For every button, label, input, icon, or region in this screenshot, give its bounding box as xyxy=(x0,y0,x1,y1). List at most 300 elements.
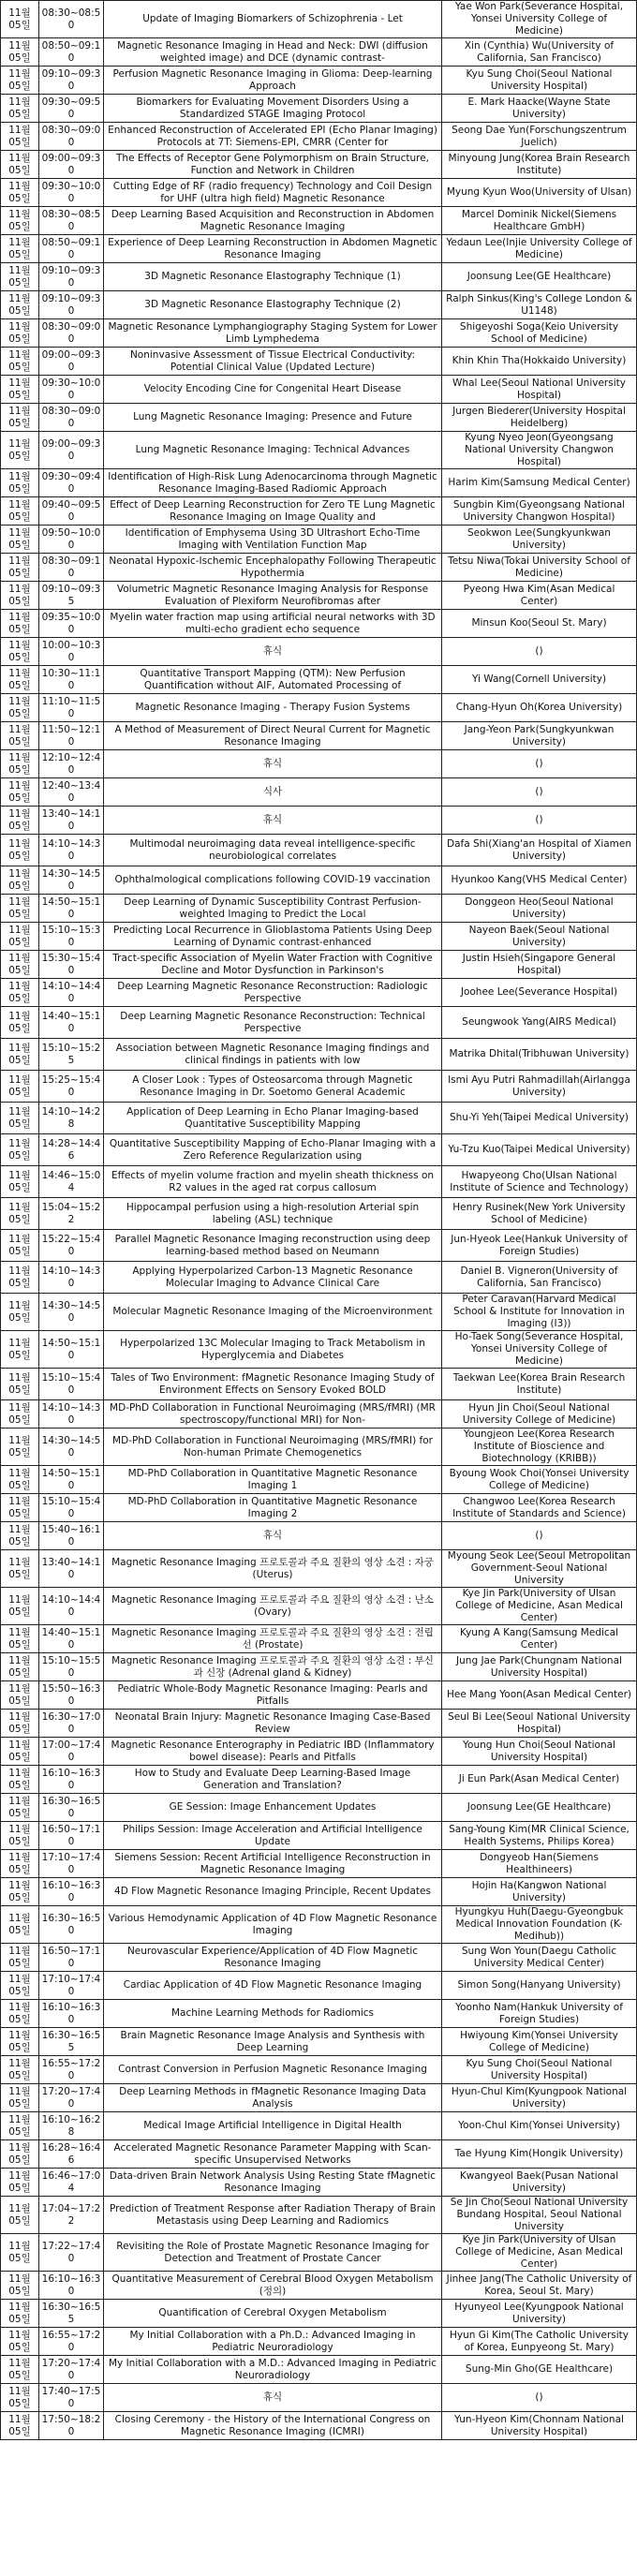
session-title: Deep Learning Based Acquisition and Reconstruction in Abdomen Magnetic Resonance Imaging xyxy=(104,207,442,235)
session-title: 휴식 xyxy=(104,1522,442,1550)
session-time: 17:40~17:50 xyxy=(39,2384,104,2412)
session-date: 11월 05일 xyxy=(1,2197,39,2234)
session-title: GE Session: Image Enhancement Updates xyxy=(104,1794,442,1822)
session-time: 09:30~10:00 xyxy=(39,376,104,404)
session-title: Magnetic Resonance Imaging 프로토콜과 주요 질환의 영상 소견 : 자궁 (Uterus) xyxy=(104,1550,442,1588)
schedule-row xyxy=(1,1653,637,1681)
session-time: 14:40~15:10 xyxy=(39,1007,104,1039)
session-date: 11월 05일 xyxy=(1,666,39,694)
session-time: 16:10~16:28 xyxy=(39,2112,104,2140)
schedule-row xyxy=(1,694,637,722)
session-title: 휴식 xyxy=(104,750,442,778)
schedule-row xyxy=(1,1007,637,1039)
session-title: Lung Magnetic Resonance Imaging: Presence and Future xyxy=(104,404,442,432)
session-time: 14:50~15:10 xyxy=(39,1466,104,1494)
session-title: Prediction of Treatment Response after Radiation Therapy of Brain Metastasis using Deep Learning and Radiomics xyxy=(104,2197,442,2234)
session-speaker: Byoung Wook Choi(Yonsei University College of Medicine) xyxy=(442,1466,637,1494)
session-date: 11월 05일 xyxy=(1,923,39,951)
session-speaker: Pyeong Hwa Kim(Asan Medical Center) xyxy=(442,582,637,610)
session-date: 11월 05일 xyxy=(1,1878,39,1906)
session-title: MD-PhD Collaboration in Quantitative Magnetic Resonance Imaging 2 xyxy=(104,1494,442,1522)
schedule-row xyxy=(1,2112,637,2140)
session-date: 11월 05일 xyxy=(1,1625,39,1653)
session-time: 09:30~09:50 xyxy=(39,95,104,123)
session-time: 11:10~11:50 xyxy=(39,694,104,722)
session-speaker: Jung Jae Park(Chungnam National University Hospital) xyxy=(442,1653,637,1681)
session-time: 17:10~17:40 xyxy=(39,1972,104,2000)
session-title: Medical Image Artificial Intelligence in Digital Health xyxy=(104,2112,442,2140)
session-date: 11월 05일 xyxy=(1,554,39,582)
session-speaker: Minyoung Jung(Korea Brain Research Institute) xyxy=(442,151,637,179)
schedule-row xyxy=(1,895,637,923)
session-speaker: Myoung Seok Lee(Seoul Metropolitan Government-Seoul National University xyxy=(442,1550,637,1588)
session-speaker: Shigeyoshi Soga(Keio University School of Medicine) xyxy=(442,319,637,348)
session-time: 17:22~17:40 xyxy=(39,2234,104,2272)
schedule-row xyxy=(1,582,637,610)
schedule-row xyxy=(1,348,637,376)
session-speaker: Kyung A Kang(Samsung Medical Center) xyxy=(442,1625,637,1653)
session-time: 17:00~17:40 xyxy=(39,1738,104,1766)
session-speaker: Jurgen Biederer(University Hospital Heidelberg) xyxy=(442,404,637,432)
session-speaker: Changwoo Lee(Korea Research Institute of Standards and Science) xyxy=(442,1494,637,1522)
schedule-row xyxy=(1,638,637,666)
schedule-body xyxy=(1,1,637,2440)
session-title: Deep Learning Methods in fMagnetic Resonance Imaging Data Analysis xyxy=(104,2084,442,2112)
session-speaker: Whal Lee(Seoul National University Hospital) xyxy=(442,376,637,404)
session-date: 11월 05일 xyxy=(1,95,39,123)
session-speaker: Sung-Min Gho(GE Healthcare) xyxy=(442,2356,637,2384)
session-time: 17:10~17:40 xyxy=(39,1850,104,1878)
session-title: Quantitative Measurement of Cerebral Blood Oxygen Metabolism (정의) xyxy=(104,2272,442,2300)
session-date: 11월 05일 xyxy=(1,38,39,67)
session-date: 11월 05일 xyxy=(1,2328,39,2356)
session-time: 09:00~09:30 xyxy=(39,348,104,376)
session-speaker: Kyu Sung Choi(Seoul National University Hospital) xyxy=(442,67,637,95)
schedule-row xyxy=(1,866,637,895)
schedule-row xyxy=(1,666,637,694)
schedule-row xyxy=(1,2234,637,2272)
schedule-row xyxy=(1,1878,637,1906)
session-speaker: Shu-Yi Yeh(Taipei Medical University) xyxy=(442,1103,637,1134)
schedule-row xyxy=(1,2412,637,2440)
schedule-row xyxy=(1,835,637,866)
session-speaker: Jang-Yeon Park(Sungkyunkwan University) xyxy=(442,722,637,750)
schedule-row xyxy=(1,1522,637,1550)
schedule-row xyxy=(1,1794,637,1822)
session-date: 11월 05일 xyxy=(1,526,39,554)
session-date: 11월 05일 xyxy=(1,582,39,610)
session-title: Predicting Local Recurrence in Glioblastoma Patients Using Deep Learning of Dynamic contrast-enhanced xyxy=(104,923,442,951)
session-date: 11월 05일 xyxy=(1,2300,39,2328)
session-speaker: Kye Jin Park(University of Ulsan College of Medicine, Asan Medical Center) xyxy=(442,2234,637,2272)
session-title: Magnetic Resonance Lymphangiography Staging System for Lower Limb Lymphedema xyxy=(104,319,442,348)
schedule-row xyxy=(1,404,637,432)
session-date: 11월 05일 xyxy=(1,1103,39,1134)
schedule-row xyxy=(1,1103,637,1134)
session-title: Velocity Encoding Cine for Congenital Heart Disease xyxy=(104,376,442,404)
session-speaker: Minsun Koo(Seoul St. Mary) xyxy=(442,610,637,638)
schedule-row xyxy=(1,979,637,1007)
session-time: 15:10~15:50 xyxy=(39,1653,104,1681)
session-speaker: Jun-Hyeok Lee(Hankuk University of Foreign Studies) xyxy=(442,1230,637,1262)
session-speaker: Taekwan Lee(Korea Brain Research Institute) xyxy=(442,1369,637,1400)
session-title: Magnetic Resonance Imaging - Therapy Fusion Systems xyxy=(104,694,442,722)
schedule-row xyxy=(1,554,637,582)
session-time: 14:50~15:10 xyxy=(39,895,104,923)
session-speaker: Yoon-Chul Kim(Yonsei University) xyxy=(442,2112,637,2140)
session-time: 15:10~15:30 xyxy=(39,923,104,951)
session-date: 11월 05일 xyxy=(1,1230,39,1262)
session-time: 10:30~11:10 xyxy=(39,666,104,694)
session-time: 14:50~15:10 xyxy=(39,1331,104,1369)
session-time: 16:10~16:30 xyxy=(39,1878,104,1906)
session-speaker: Hyun Gi Kim(The Catholic University of Korea, Eunpyeong St. Mary) xyxy=(442,2328,637,2356)
session-date: 11월 05일 xyxy=(1,2112,39,2140)
session-title: Hippocampal perfusion using a high-resolution Arterial spin labeling (ASL) technique xyxy=(104,1198,442,1230)
session-title: Experience of Deep Learning Reconstruction in Abdomen Magnetic Resonance Imaging xyxy=(104,235,442,263)
session-time: 09:30~10:00 xyxy=(39,179,104,207)
schedule-row xyxy=(1,151,637,179)
session-speaker: Kyu Sung Choi(Seoul National University Hospital) xyxy=(442,2056,637,2084)
session-date: 11월 05일 xyxy=(1,1822,39,1850)
session-speaker: Hyunkoo Kang(VHS Medical Center) xyxy=(442,866,637,895)
schedule-row xyxy=(1,951,637,979)
session-date: 11월 05일 xyxy=(1,348,39,376)
schedule-row xyxy=(1,1681,637,1710)
session-time: 16:55~17:20 xyxy=(39,2056,104,2084)
session-time: 16:50~17:10 xyxy=(39,1822,104,1850)
session-title: Neurovascular Experience/Application of 4D Flow Magnetic Resonance Imaging xyxy=(104,1944,442,1972)
session-title: MD-PhD Collaboration in Functional Neuroimaging (MRS/fMRI) for Non-human Primate Chemogenetics xyxy=(104,1429,442,1466)
session-date: 11월 05일 xyxy=(1,319,39,348)
schedule-row xyxy=(1,497,637,526)
session-time: 15:10~15:40 xyxy=(39,1494,104,1522)
session-speaker: Hyun Jin Choi(Seoul National University College of Medicine) xyxy=(442,1400,637,1429)
session-time: 15:30~15:40 xyxy=(39,951,104,979)
session-time: 09:10~09:30 xyxy=(39,67,104,95)
schedule-row xyxy=(1,207,637,235)
schedule-row xyxy=(1,263,637,291)
schedule-row xyxy=(1,1039,637,1071)
session-date: 11월 05일 xyxy=(1,1550,39,1588)
session-date: 11월 05일 xyxy=(1,235,39,263)
session-title: 식사 xyxy=(104,778,442,807)
session-speaker: Yedaun Lee(Injie University College of Medicine) xyxy=(442,235,637,263)
schedule-row xyxy=(1,319,637,348)
schedule-row xyxy=(1,1850,637,1878)
session-time: 09:50~10:00 xyxy=(39,526,104,554)
session-time: 08:50~09:10 xyxy=(39,235,104,263)
session-speaker: Donggeon Heo(Seoul National University) xyxy=(442,895,637,923)
session-date: 11월 05일 xyxy=(1,2140,39,2169)
session-speaker: Hwiyoung Kim(Yonsei University College of Medicine) xyxy=(442,2028,637,2056)
session-time: 10:00~10:30 xyxy=(39,638,104,666)
session-title: 휴식 xyxy=(104,807,442,835)
session-date: 11월 05일 xyxy=(1,151,39,179)
session-title: Quantification of Cerebral Oxygen Metabolism xyxy=(104,2300,442,2328)
schedule-row xyxy=(1,38,637,67)
schedule-row xyxy=(1,778,637,807)
session-title: Hyperpolarized 13C Molecular Imaging to Track Metabolism in Hyperglycemia and Diabetes xyxy=(104,1331,442,1369)
session-title: Volumetric Magnetic Resonance Imaging Analysis for Response Evaluation of Plexiform Neurofibromas after xyxy=(104,582,442,610)
session-date: 11월 05일 xyxy=(1,1400,39,1429)
session-title: Effects of myelin volume fraction and myelin sheath thickness on R2 values in the aged rat corpus callosum xyxy=(104,1166,442,1198)
session-date: 11월 05일 xyxy=(1,469,39,497)
session-date: 11월 05일 xyxy=(1,1166,39,1198)
session-title: Revisiting the Role of Prostate Magnetic Resonance Imaging for Detection and Treatment of Prostate Cancer xyxy=(104,2234,442,2272)
session-date: 11월 05일 xyxy=(1,67,39,95)
session-time: 08:30~09:00 xyxy=(39,404,104,432)
session-time: 16:30~17:00 xyxy=(39,1710,104,1738)
session-title: 3D Magnetic Resonance Elastography Technique (1) xyxy=(104,263,442,291)
session-date: 11월 05일 xyxy=(1,1331,39,1369)
session-time: 14:10~14:30 xyxy=(39,1400,104,1429)
session-speaker: Seul Bi Lee(Seoul National University Hospital) xyxy=(442,1710,637,1738)
session-time: 17:04~17:22 xyxy=(39,2197,104,2234)
session-time: 15:22~15:40 xyxy=(39,1230,104,1262)
session-speaker: Matrika Dhital(Tribhuwan University) xyxy=(442,1039,637,1071)
session-speaker: Tae Hyung Kim(Hongik University) xyxy=(442,2140,637,2169)
session-date: 11월 05일 xyxy=(1,1710,39,1738)
session-date: 11월 05일 xyxy=(1,2000,39,2028)
session-speaker: Hee Mang Yoon(Asan Medical Center) xyxy=(442,1681,637,1710)
session-title: Ophthalmological complications following COVID-19 vaccination xyxy=(104,866,442,895)
session-time: 17:20~17:40 xyxy=(39,2084,104,2112)
schedule-row xyxy=(1,750,637,778)
session-title: Various Hemodynamic Application of 4D Flow Magnetic Resonance Imaging xyxy=(104,1906,442,1944)
session-time: 08:30~09:10 xyxy=(39,554,104,582)
session-date: 11월 05일 xyxy=(1,951,39,979)
session-speaker: Yu-Tzu Kuo(Taipei Medical University) xyxy=(442,1134,637,1166)
schedule-row xyxy=(1,2300,637,2328)
session-speaker: Khin Khin Tha(Hokkaido University) xyxy=(442,348,637,376)
session-time: 16:30~16:55 xyxy=(39,2300,104,2328)
schedule-row xyxy=(1,179,637,207)
schedule-row xyxy=(1,1625,637,1653)
session-title: Tract-specific Association of Myelin Water Fraction with Cognitive Decline and Motor Dysfunction in Parkinson's xyxy=(104,951,442,979)
session-date: 11월 05일 xyxy=(1,1944,39,1972)
schedule-row xyxy=(1,1,637,38)
session-speaker: Seokwon Lee(Sungkyunkwan University) xyxy=(442,526,637,554)
session-date: 11월 05일 xyxy=(1,404,39,432)
session-date: 11월 05일 xyxy=(1,2028,39,2056)
session-speaker: () xyxy=(442,778,637,807)
session-title: Cardiac Application of 4D Flow Magnetic Resonance Imaging xyxy=(104,1972,442,2000)
schedule-row xyxy=(1,2272,637,2300)
session-time: 16:10~16:30 xyxy=(39,2000,104,2028)
schedule-row xyxy=(1,1400,637,1429)
session-date: 11월 05일 xyxy=(1,2234,39,2272)
session-time: 14:10~14:28 xyxy=(39,1103,104,1134)
session-time: 09:10~09:30 xyxy=(39,291,104,319)
session-date: 11월 05일 xyxy=(1,1294,39,1331)
session-date: 11월 05일 xyxy=(1,1850,39,1878)
session-date: 11월 05일 xyxy=(1,123,39,151)
session-date: 11월 05일 xyxy=(1,866,39,895)
session-speaker: Hyungkyu Huh(Daegu-Gyeongbuk Medical Innovation Foundation (K-Medihub)) xyxy=(442,1906,637,1944)
session-date: 11월 05일 xyxy=(1,1972,39,2000)
session-title: 휴식 xyxy=(104,638,442,666)
session-speaker: Xin (Cynthia) Wu(University of California, San Francisco) xyxy=(442,38,637,67)
session-title: Closing Ceremony - the History of the International Congress on Magnetic Resonance Imaging (ICMRI) xyxy=(104,2412,442,2440)
schedule-row xyxy=(1,2028,637,2056)
session-speaker: Yoonho Nam(Hankuk University of Foreign Studies) xyxy=(442,2000,637,2028)
schedule-row xyxy=(1,1369,637,1400)
session-speaker: Joonsung Lee(GE Healthcare) xyxy=(442,263,637,291)
session-speaker: () xyxy=(442,1522,637,1550)
session-speaker: Simon Song(Hanyang University) xyxy=(442,1972,637,2000)
session-speaker: Kye Jin Park(University of Ulsan College of Medicine, Asan Medical Center) xyxy=(442,1588,637,1625)
session-time: 13:40~14:10 xyxy=(39,807,104,835)
session-title: Brain Magnetic Resonance Image Analysis and Synthesis with Deep Learning xyxy=(104,2028,442,2056)
session-time: 09:00~09:30 xyxy=(39,432,104,469)
session-date: 11월 05일 xyxy=(1,376,39,404)
session-date: 11월 05일 xyxy=(1,1198,39,1230)
session-speaker: Dafa Shi(Xiang'an Hospital of Xiamen University) xyxy=(442,835,637,866)
session-time: 09:10~09:35 xyxy=(39,582,104,610)
session-date: 11월 05일 xyxy=(1,2356,39,2384)
session-time: 15:50~16:30 xyxy=(39,1681,104,1710)
session-time: 14:10~14:30 xyxy=(39,835,104,866)
session-speaker: Sungbin Kim(Gyeongsang National University Changwon Hospital) xyxy=(442,497,637,526)
session-date: 11월 05일 xyxy=(1,1007,39,1039)
session-title: Parallel Magnetic Resonance Imaging reconstruction using deep learning-based method based on Neumann xyxy=(104,1230,442,1262)
session-time: 08:30~08:50 xyxy=(39,207,104,235)
schedule-row xyxy=(1,1262,637,1294)
schedule-row xyxy=(1,1944,637,1972)
session-title: Accelerated Magnetic Resonance Parameter Mapping with Scan-specific Unsupervised Networks xyxy=(104,2140,442,2169)
session-date: 11월 05일 xyxy=(1,1039,39,1071)
session-title: Perfusion Magnetic Resonance Imaging in Glioma: Deep-learning Approach xyxy=(104,67,442,95)
schedule-row xyxy=(1,1906,637,1944)
session-title: 3D Magnetic Resonance Elastography Technique (2) xyxy=(104,291,442,319)
session-title: Association between Magnetic Resonance Imaging findings and clinical findings in patients with low xyxy=(104,1039,442,1071)
session-title: My Initial Collaboration with a Ph.D.: Advanced Imaging in Pediatric Neuroradiology xyxy=(104,2328,442,2356)
session-date: 11월 05일 xyxy=(1,2169,39,2197)
session-date: 11월 05일 xyxy=(1,1369,39,1400)
session-speaker: Myung Kyun Woo(University of Ulsan) xyxy=(442,179,637,207)
session-date: 11월 05일 xyxy=(1,750,39,778)
session-title: Update of Imaging Biomarkers of Schizophrenia - Let xyxy=(104,1,442,38)
schedule-row xyxy=(1,923,637,951)
session-title: Siemens Session: Recent Artificial Intelligence Reconstruction in Magnetic Resonance Imaging xyxy=(104,1850,442,1878)
session-title: Quantitative Susceptibility Mapping of Echo-Planar Imaging with a Zero Reference Regularization using xyxy=(104,1134,442,1166)
session-time: 17:20~17:40 xyxy=(39,2356,104,2384)
session-speaker: Young Hun Choi(Seoul National University Hospital) xyxy=(442,1738,637,1766)
session-time: 15:10~15:40 xyxy=(39,1369,104,1400)
session-time: 14:10~14:30 xyxy=(39,1262,104,1294)
session-date: 11월 05일 xyxy=(1,1522,39,1550)
session-title: Pediatric Whole-Body Magnetic Resonance Imaging: Pearls and Pitfalls xyxy=(104,1681,442,1710)
session-time: 09:40~09:50 xyxy=(39,497,104,526)
session-date: 11월 05일 xyxy=(1,979,39,1007)
session-title: Biomarkers for Evaluating Movement Disorders Using a Standardized STAGE Imaging Protocol xyxy=(104,95,442,123)
session-date: 11월 05일 xyxy=(1,1906,39,1944)
schedule-row xyxy=(1,526,637,554)
session-date: 11월 05일 xyxy=(1,694,39,722)
schedule-row xyxy=(1,1230,637,1262)
session-speaker: Dongyeob Han(Siemens Healthineers) xyxy=(442,1850,637,1878)
session-title: Molecular Magnetic Resonance Imaging of the Microenvironment xyxy=(104,1294,442,1331)
session-speaker: Ralph Sinkus(King's College London & U1148) xyxy=(442,291,637,319)
session-title: Deep Learning Magnetic Resonance Reconstruction: Technical Perspective xyxy=(104,1007,442,1039)
session-title: Magnetic Resonance Imaging 프로토콜과 주요 질환의 영상 소견 : 난소 (Ovary) xyxy=(104,1588,442,1625)
session-title: Data-driven Brain Network Analysis Using Resting State fMagnetic Resonance Imaging xyxy=(104,2169,442,2197)
session-speaker: Kwangyeol Baek(Pusan National University) xyxy=(442,2169,637,2197)
session-speaker: Youngjeon Lee(Korea Research Institute of Bioscience and Biotechnology (KRIBB)) xyxy=(442,1429,637,1466)
session-speaker: () xyxy=(442,750,637,778)
schedule-row xyxy=(1,1134,637,1166)
session-speaker: Se Jin Cho(Seoul National University Bundang Hospital, Seoul National University xyxy=(442,2197,637,2234)
session-speaker: Sung Won Youn(Daegu Catholic University Medical Center) xyxy=(442,1944,637,1972)
schedule-row xyxy=(1,2328,637,2356)
session-date: 11월 05일 xyxy=(1,610,39,638)
session-time: 16:28~16:46 xyxy=(39,2140,104,2169)
session-title: How to Study and Evaluate Deep Learning-Based Image Generation and Translation? xyxy=(104,1766,442,1794)
session-speaker: Yun-Hyeon Kim(Chonnam National University Hospital) xyxy=(442,2412,637,2440)
schedule-row xyxy=(1,1331,637,1369)
schedule-row xyxy=(1,1588,637,1625)
session-title: Quantitative Transport Mapping (QTM): New Perfusion Quantification without AIF, Automated Processing of xyxy=(104,666,442,694)
session-date: 11월 05일 xyxy=(1,179,39,207)
schedule-row xyxy=(1,1550,637,1588)
session-title: Neonatal Hypoxic-Ischemic Encephalopathy Following Therapeutic Hypothermia xyxy=(104,554,442,582)
session-time: 09:35~10:00 xyxy=(39,610,104,638)
schedule-row xyxy=(1,2384,637,2412)
session-time: 16:50~17:10 xyxy=(39,1944,104,1972)
schedule-row xyxy=(1,95,637,123)
session-time: 14:46~15:04 xyxy=(39,1166,104,1198)
schedule-row xyxy=(1,1738,637,1766)
session-time: 15:10~15:25 xyxy=(39,1039,104,1071)
session-time: 14:30~14:50 xyxy=(39,1294,104,1331)
session-speaker: Marcel Dominik Nickel(Siemens Healthcare GmbH) xyxy=(442,207,637,235)
session-title: Myelin water fraction map using artificial neural networks with 3D multi-echo gradient echo sequence xyxy=(104,610,442,638)
session-speaker: Ji Eun Park(Asan Medical Center) xyxy=(442,1766,637,1794)
session-speaker: Peter Caravan(Harvard Medical School & Institute for Innovation in Imaging (I3)) xyxy=(442,1294,637,1331)
schedule-row xyxy=(1,1429,637,1466)
session-time: 16:30~16:50 xyxy=(39,1794,104,1822)
session-speaker: Sang-Young Kim(MR Clinical Science, Health Systems, Philips Korea) xyxy=(442,1822,637,1850)
session-date: 11월 05일 xyxy=(1,207,39,235)
session-title: Philips Session: Image Acceleration and Artificial Intelligence Update xyxy=(104,1822,442,1850)
schedule-row xyxy=(1,432,637,469)
session-title: A Closer Look : Types of Osteosarcoma through Magnetic Resonance Imaging in Dr. Soetomo General Academic xyxy=(104,1071,442,1103)
session-speaker: Joohee Lee(Severance Hospital) xyxy=(442,979,637,1007)
schedule-row xyxy=(1,1494,637,1522)
session-speaker: Hyunyeol Lee(Kyungpook National University) xyxy=(442,2300,637,2328)
session-title: Effect of Deep Learning Reconstruction for Zero TE Lung Magnetic Resonance Imaging on Image Quality and xyxy=(104,497,442,526)
schedule-row xyxy=(1,235,637,263)
session-time: 16:46~17:04 xyxy=(39,2169,104,2197)
session-title: Identification of Emphysema Using 3D Ultrashort Echo-Time Imaging with Ventilation Function Map xyxy=(104,526,442,554)
session-speaker: Daniel B. Vigneron(University of California, San Francisco) xyxy=(442,1262,637,1294)
session-date: 11월 05일 xyxy=(1,1494,39,1522)
session-time: 14:28~14:46 xyxy=(39,1134,104,1166)
schedule-row xyxy=(1,2140,637,2169)
schedule-row xyxy=(1,291,637,319)
schedule-row xyxy=(1,2197,637,2234)
session-date: 11월 05일 xyxy=(1,807,39,835)
schedule-row xyxy=(1,67,637,95)
session-date: 11월 05일 xyxy=(1,2056,39,2084)
session-date: 11월 05일 xyxy=(1,2384,39,2412)
session-time: 09:00~09:30 xyxy=(39,151,104,179)
session-date: 11월 05일 xyxy=(1,1,39,38)
session-date: 11월 05일 xyxy=(1,1071,39,1103)
session-time: 14:10~14:40 xyxy=(39,979,104,1007)
schedule-row xyxy=(1,2169,637,2197)
